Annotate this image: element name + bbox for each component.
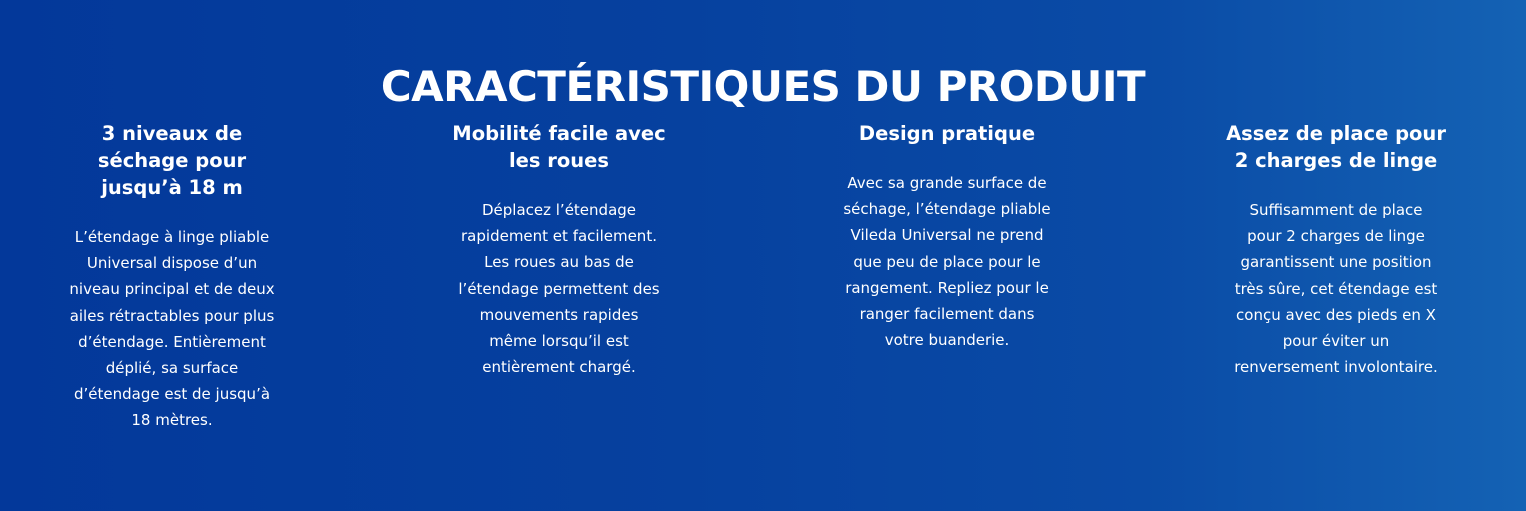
- body-line: Universal dispose d’un: [86, 254, 258, 273]
- heading-line: séchage pour: [97, 149, 247, 172]
- section-title: CARACTÉRISTIQUES DU PRODUIT: [380, 62, 1146, 111]
- body-line: niveau principal et de deux: [69, 280, 275, 299]
- body-line: l’étendage permettent des: [458, 279, 660, 298]
- body-line: très sûre, cet étendage est: [1234, 279, 1438, 298]
- feature-description: [812, 170, 1082, 353]
- feature-heading: [82, 120, 262, 201]
- feature-heading: [430, 120, 688, 174]
- body-line: garantissent une position: [1240, 253, 1432, 272]
- body-line: Avec sa grande surface de: [847, 174, 1047, 192]
- body-line: que peu de place pour le: [853, 252, 1041, 271]
- feature-heading: [1210, 120, 1462, 174]
- body-line: 18 mètres.: [131, 411, 213, 430]
- feature-heading: [812, 120, 1082, 147]
- heading-line: Design pratique: [858, 122, 1036, 145]
- body-line: pour 2 charges de linge: [1247, 227, 1425, 246]
- body-line: votre buanderie.: [884, 331, 1010, 350]
- body-line: pour éviter un: [1282, 332, 1390, 351]
- body-line: conçu avec des pieds en X: [1236, 305, 1436, 324]
- body-line: entièrement chargé.: [482, 358, 636, 377]
- heading-line: 3 niveaux de: [101, 122, 243, 145]
- heading-line: jusqu’à 18 m: [101, 176, 243, 199]
- body-line: d’étendage. Entièrement: [78, 332, 266, 351]
- body-line: L’étendage à linge pliable: [74, 228, 270, 246]
- body-line: Vileda Universal ne prend: [850, 226, 1044, 245]
- body-line: Suffisamment de place: [1249, 201, 1423, 219]
- body-line: renversement involontaire.: [1234, 358, 1438, 377]
- heading-line: les roues: [508, 149, 610, 172]
- feature-column-design: [812, 120, 1082, 353]
- feature-description: [1210, 197, 1462, 380]
- feature-description: [46, 224, 298, 434]
- heading-line: Assez de place pour: [1226, 122, 1446, 145]
- feature-column-drying-levels: [46, 120, 298, 434]
- body-line: ranger facilement dans: [859, 305, 1035, 324]
- body-line: rangement. Repliez pour le: [845, 278, 1049, 297]
- body-line: même lorsqu’il est: [489, 332, 629, 351]
- feature-column-capacity: [1210, 120, 1462, 380]
- feature-column-wheels: [430, 120, 688, 380]
- body-line: Déplacez l’étendage: [481, 201, 637, 219]
- body-line: rapidement et facilement.: [461, 227, 657, 246]
- body-line: séchage, l’étendage pliable: [843, 200, 1051, 219]
- heading-line: 2 charges de linge: [1234, 149, 1438, 172]
- body-line: déplié, sa surface: [105, 359, 239, 378]
- body-line: d’étendage est de jusqu’à: [73, 385, 271, 404]
- body-line: Les roues au bas de: [484, 253, 634, 272]
- feature-description: [430, 197, 688, 380]
- body-line: ailes rétractables pour plus: [69, 306, 275, 325]
- heading-line: Mobilité facile avec: [452, 122, 666, 145]
- body-line: mouvements rapides: [479, 305, 639, 324]
